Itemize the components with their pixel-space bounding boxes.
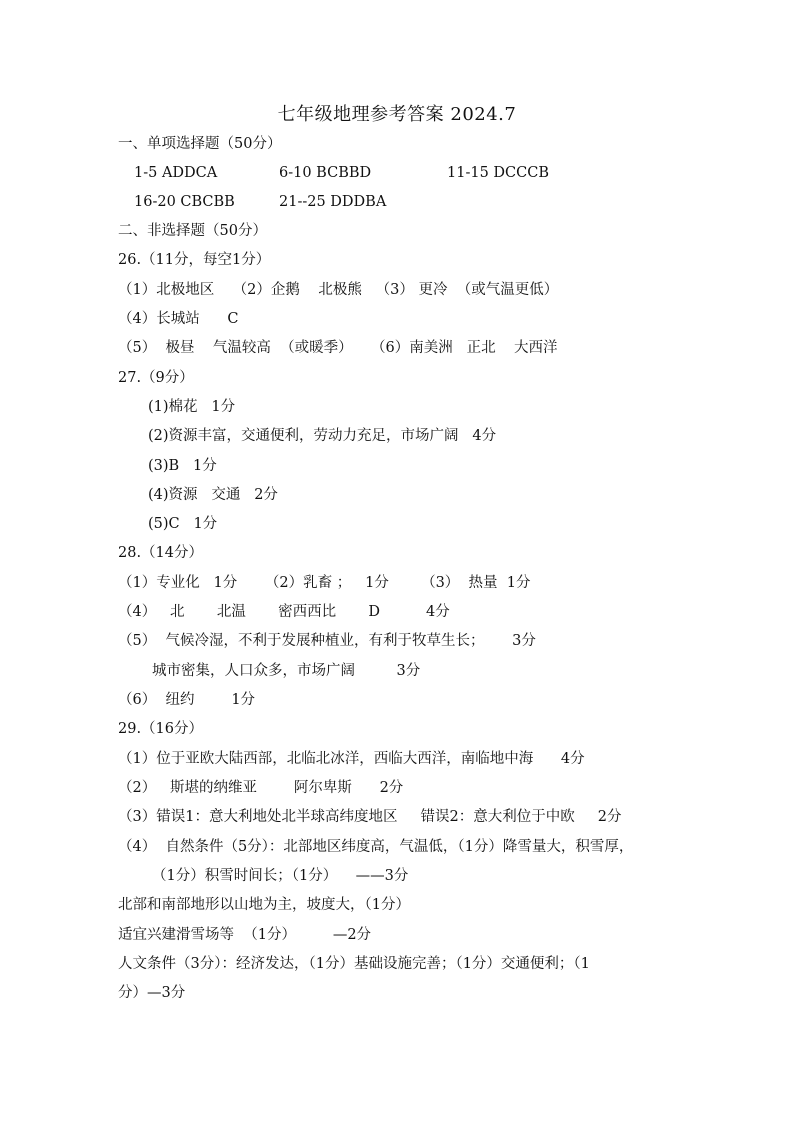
q27-line-3: (3)B 1分 <box>148 458 217 474</box>
section-1-heading: 一、单项选择题（50分） <box>118 136 282 152</box>
answer-11-15: 11-15 DCCCB <box>447 165 549 181</box>
q29-line-5: （1分）积雪时间长；（1分） ——3分 <box>152 868 409 884</box>
q28-line-2: （4） 北 北温 密西西比 D 4分 <box>118 604 450 620</box>
q29-line-2: （2） 斯堪的纳维亚 阿尔卑斯 2分 <box>118 780 404 796</box>
q27-line-4: (4)资源 交通 2分 <box>148 487 278 503</box>
q28-line-5: （6） 纽约 1分 <box>118 692 256 708</box>
q28-line-3: （5） 气候冷湿，不利于发展种植业，有利于牧草生长； 3分 <box>118 633 536 649</box>
q29-line-7: 适宜兴建滑雪场等 （1分） —2分 <box>118 927 372 943</box>
q28-heading: 28.（14分） <box>118 545 204 561</box>
q27-line-5: (5)C 1分 <box>148 516 218 532</box>
answer-16-20: 16-20 CBCBB <box>134 194 235 210</box>
q29-line-9: 分）—3分 <box>118 985 186 1001</box>
q26-line-3: （5） 极昼 气温较高 （或暖季） （6）南美洲 正北 大西洋 <box>118 340 558 356</box>
q27-heading: 27.（9分） <box>118 370 194 386</box>
q27-line-1: (1)棉花 1分 <box>148 399 236 415</box>
q26-heading: 26.（11分，每空1分） <box>118 252 271 268</box>
q29-line-8: 人文条件（3分）：经济发达，（1分）基础设施完善；（1分）交通便利；（1 <box>118 956 590 972</box>
document-title: 七年级地理参考答案 2024.7 <box>277 104 517 125</box>
q28-line-4: 城市密集，人口众多，市场广阔 3分 <box>152 663 421 679</box>
q28-line-1: （1）专业化 1分 （2）乳畜 ； 1分 （3） 热量 1分 <box>118 575 531 591</box>
q29-line-6: 北部和南部地形以山地为主，坡度大，（1分） <box>118 897 410 913</box>
q26-line-2: （4）长城站 C <box>118 311 239 327</box>
answer-21-25: 21--25 DDDBA <box>279 194 387 210</box>
section-2-heading: 二、非选择题（50分） <box>118 223 267 239</box>
q29-line-1: （1）位于亚欧大陆西部，北临北冰洋，西临大西洋，南临地中海 4分 <box>118 751 585 767</box>
answer-6-10: 6-10 BCBBD <box>279 165 372 181</box>
q29-line-4: （4） 自然条件（5分）：北部地区纬度高，气温低，（1分）降雪量大，积雪厚， <box>118 839 634 855</box>
answer-1-5: 1-5 ADDCA <box>134 165 218 181</box>
q26-line-1: （1）北极地区 （2）企鹅 北极熊 （3） 更冷 （或气温更低） <box>118 282 559 298</box>
q29-heading: 29.（16分） <box>118 721 204 737</box>
q29-line-3: （3）错误1：意大利地处北半球高纬度地区 错误2：意大利位于中欧 2分 <box>118 809 622 825</box>
q27-line-2: (2)资源丰富，交通便利，劳动力充足，市场广阔 4分 <box>148 428 497 444</box>
